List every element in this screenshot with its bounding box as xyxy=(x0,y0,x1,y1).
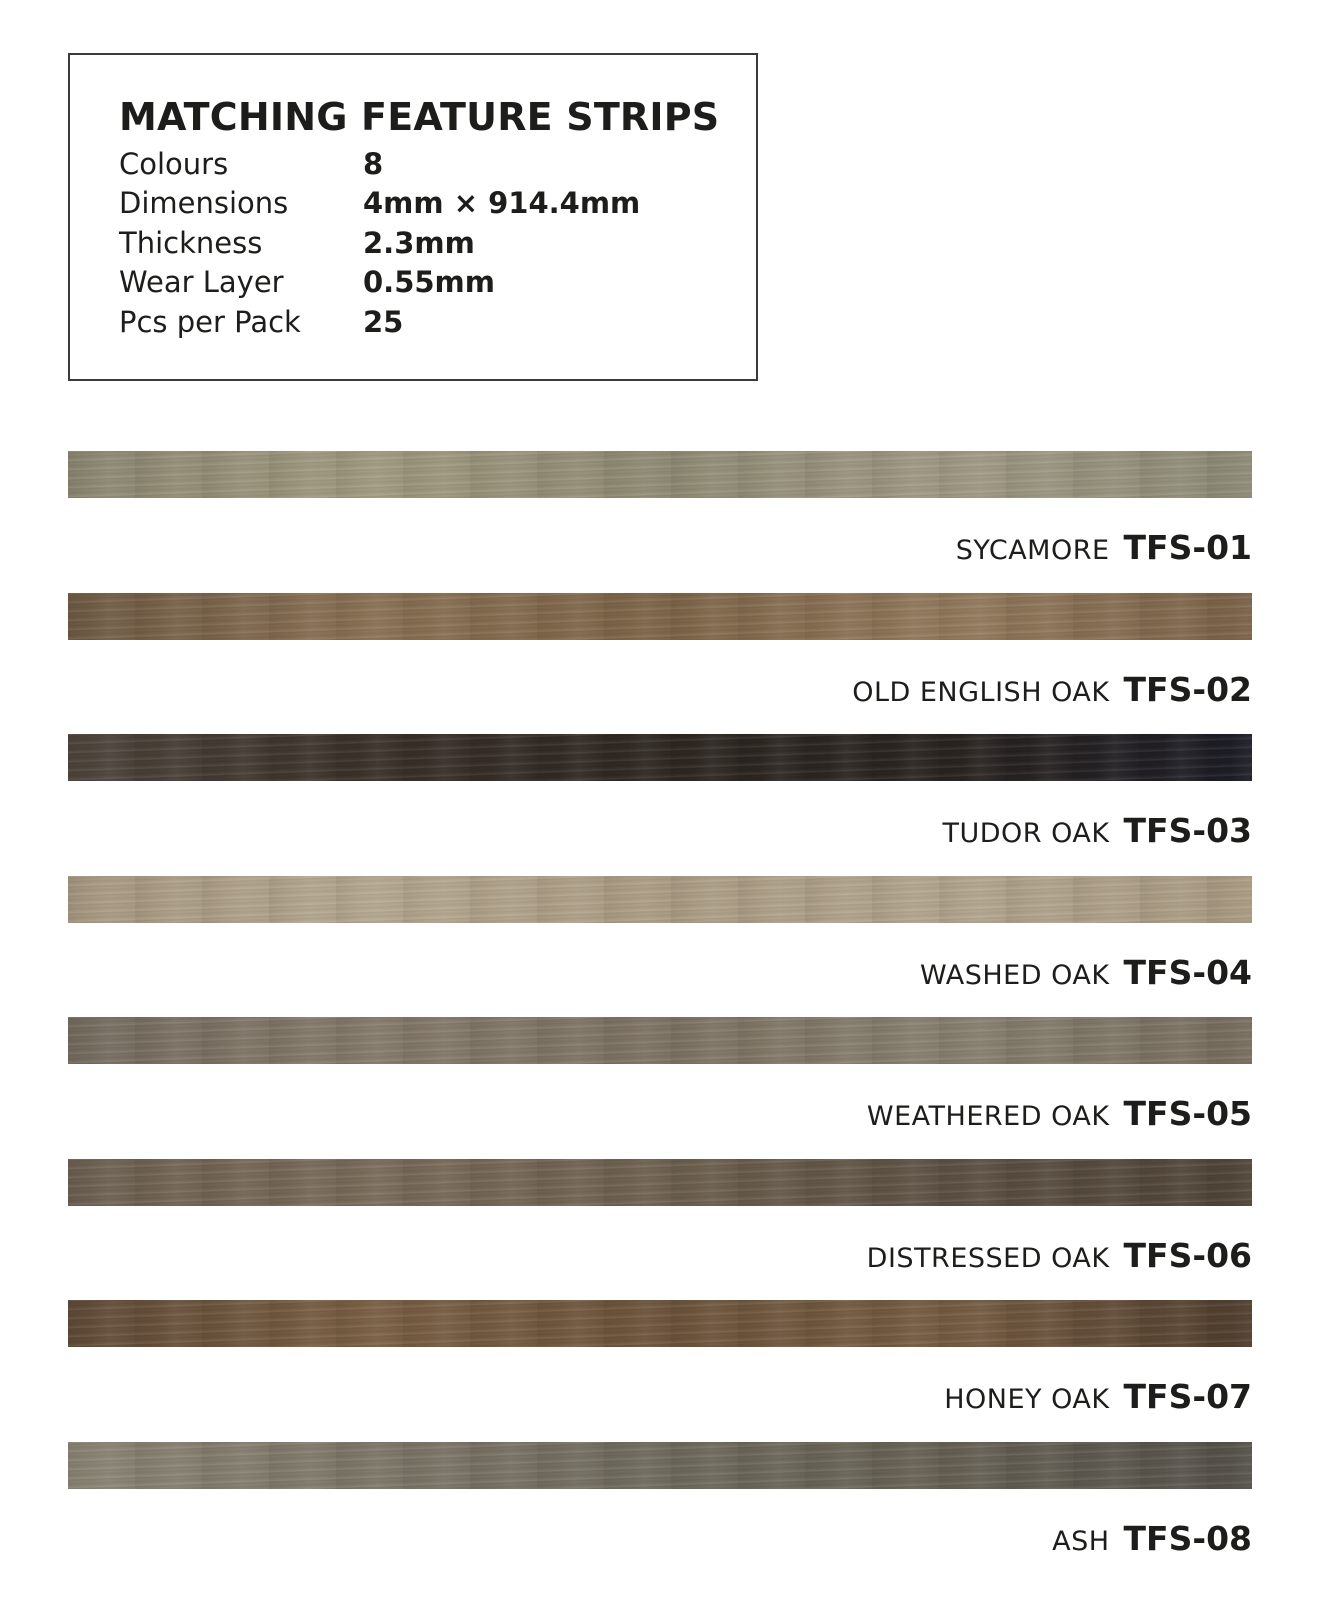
spec-row-thickness xyxy=(119,223,640,263)
strip-code: TFS-03 xyxy=(1123,811,1252,850)
strip-code: TFS-02 xyxy=(1123,670,1252,709)
wood-strip-tfs-07 xyxy=(68,1300,1252,1347)
spec-value: 2.3mm xyxy=(363,225,475,260)
strip-name: ASH xyxy=(1052,1526,1110,1557)
strip-label-tfs-01 xyxy=(956,528,1252,567)
strip-label-tfs-07 xyxy=(944,1377,1252,1416)
strip-code: TFS-08 xyxy=(1123,1519,1252,1558)
strip-name: WASHED OAK xyxy=(920,960,1110,991)
spec-value: 4mm × 914.4mm xyxy=(363,186,641,221)
spec-label: Thickness xyxy=(119,225,263,260)
wood-strip-tfs-03 xyxy=(68,734,1252,781)
strip-code: TFS-04 xyxy=(1123,953,1252,992)
strip-label-tfs-03 xyxy=(942,811,1252,850)
spec-row-wear-layer xyxy=(119,263,640,303)
wood-strip-tfs-01 xyxy=(68,451,1252,498)
strip-code: TFS-07 xyxy=(1123,1377,1252,1416)
strip-label-tfs-04 xyxy=(920,953,1252,992)
spec-label: Dimensions xyxy=(119,186,289,221)
wood-strip-tfs-08 xyxy=(68,1442,1252,1489)
strip-label-tfs-02 xyxy=(852,670,1252,709)
spec-row-colours xyxy=(119,144,640,184)
spec-label: Colours xyxy=(119,146,229,181)
strip-name: SYCAMORE xyxy=(955,535,1110,566)
spec-row-dimensions xyxy=(119,184,640,224)
strip-name: WEATHERED OAK xyxy=(866,1101,1110,1132)
spec-value: 25 xyxy=(363,304,404,339)
wood-strip-tfs-05 xyxy=(68,1017,1252,1064)
spec-value: 0.55mm xyxy=(363,265,495,300)
wood-strip-tfs-04 xyxy=(68,876,1252,923)
spec-box xyxy=(68,53,758,381)
spec-table xyxy=(119,144,640,342)
strip-code: TFS-06 xyxy=(1123,1236,1252,1275)
strip-name: HONEY OAK xyxy=(944,1384,1110,1415)
spec-label: Wear Layer xyxy=(119,265,284,300)
strip-code: TFS-01 xyxy=(1123,528,1252,567)
strip-name: OLD ENGLISH OAK xyxy=(852,677,1110,708)
spec-row-pcs-per-pack xyxy=(119,302,640,342)
spec-label: Pcs per Pack xyxy=(119,304,301,339)
spec-title: MATCHING FEATURE STRIPS xyxy=(119,95,720,139)
spec-value: 8 xyxy=(363,146,384,181)
wood-strip-tfs-02 xyxy=(68,593,1252,640)
strip-label-tfs-06 xyxy=(867,1236,1252,1275)
wood-strip-tfs-06 xyxy=(68,1159,1252,1206)
strip-name: DISTRESSED OAK xyxy=(866,1243,1110,1274)
strip-label-tfs-05 xyxy=(867,1094,1252,1133)
strip-name: TUDOR OAK xyxy=(942,818,1110,849)
strip-label-tfs-08 xyxy=(1052,1519,1252,1558)
strip-code: TFS-05 xyxy=(1123,1094,1252,1133)
